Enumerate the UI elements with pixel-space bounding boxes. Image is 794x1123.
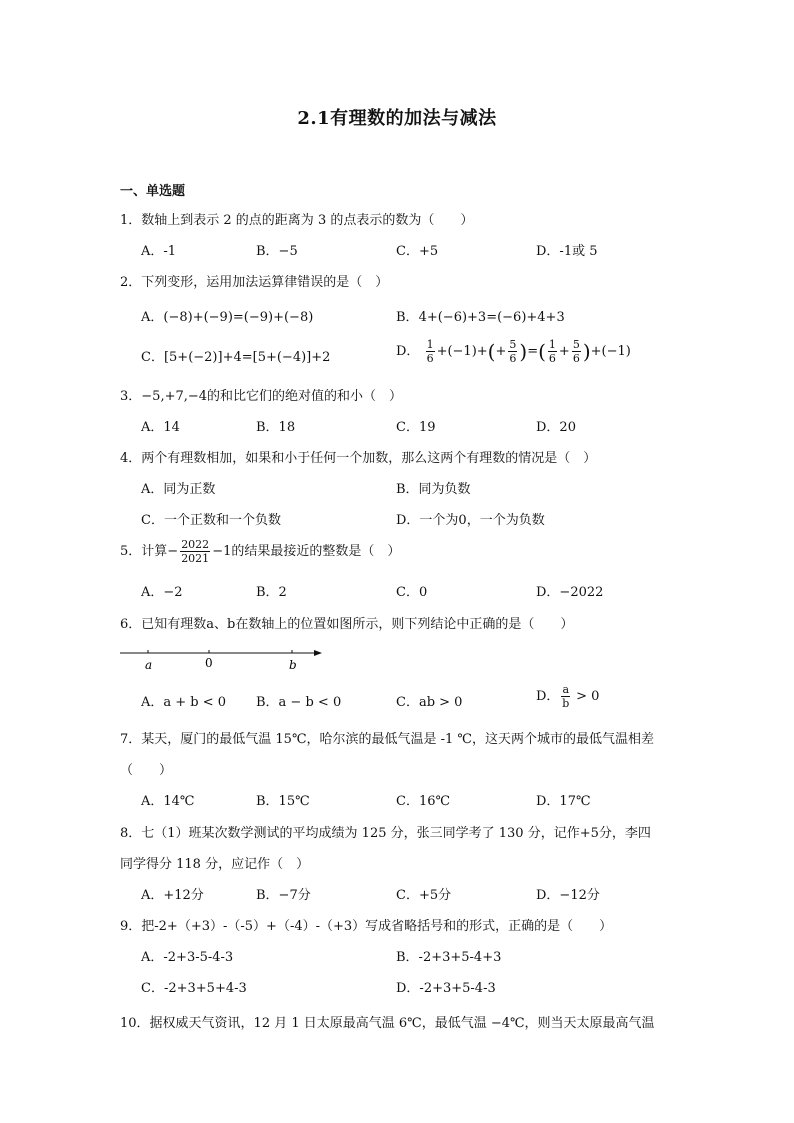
q9-option-a: A．-2+3-5-4-3 — [141, 950, 234, 965]
question-4-stem: 4．两个有理数相加，如果和小于任何一个加数，那么这两个有理数的情况是（ ） — [120, 451, 597, 466]
q9-option-b: B．-2+3+5-4+3 — [396, 950, 502, 965]
q1-option-b: B．−5 — [256, 244, 298, 259]
q8-option-d: D．−12分 — [536, 888, 600, 903]
q3-option-a: A．14 — [141, 420, 180, 435]
q6-option-a: A．a + b < 0 — [141, 695, 227, 710]
question-3-stem: 3．−5,+7,−4的和比它们的绝对值的和小（ ） — [120, 389, 403, 404]
q3-option-d: D．20 — [536, 420, 576, 435]
q5-option-a: A．−2 — [141, 585, 183, 600]
q7-option-b: B．15℃ — [256, 794, 310, 809]
q2-option-b: B．4+(−6)+3=(−6)+4+3 — [396, 310, 565, 325]
question-8-stem-line1: 8．七（1）班某次数学测试的平均成绩为 125 分，张三同学考了 130 分，记作+5分，李四 — [120, 826, 651, 841]
q7-option-d: D．17℃ — [536, 794, 591, 809]
q1-option-d: D．-1或 5 — [536, 244, 598, 259]
q2-option-d: D． $\frac{1}{6}$ +(−1)+(+ $\frac{5}{6}$ )=( $\frac{1}{6}$ + $\frac{5}{6}$ )+(−1) — [396, 338, 631, 365]
question-1-stem: 1．数轴上到表示 2 的点的距离为 3 的点表示的数为（ ） — [120, 213, 474, 228]
section-heading: 一、单选题 — [120, 184, 186, 199]
q2-option-a: A．(−8)+(−9)=(−9)+(−8) — [141, 310, 314, 325]
axis-label-0: 0 — [205, 656, 213, 670]
question-7-stem-line1: 7．某天，厦门的最低气温 15℃，哈尔滨的最低气温是 -1 ℃，这天两个城市的最低气温相差 — [120, 732, 654, 747]
question-9-stem: 9．把-2+（+3）-（-5）+（-4）-（+3）写成省略括号和的形式，正确的是（ ） — [120, 919, 613, 934]
question-2-stem: 2．下列变形，运用加法运算律错误的是（ ） — [120, 275, 389, 290]
q7-option-c: C．16℃ — [396, 794, 451, 809]
question-10-stem: 10．据权威天气资讯，12 月 1 日太原最高气温 6℃，最低气温 −4℃，则当天太原最高气温 — [120, 1016, 655, 1031]
q4-option-b: B．同为负数 — [396, 482, 471, 497]
q3-option-c: C．19 — [396, 420, 436, 435]
q7-option-a: A．14℃ — [141, 794, 195, 809]
number-line-figure — [118, 645, 328, 673]
q2-option-c: C．[5+(−2)]+4=[5+(−4)]+2 — [141, 350, 331, 365]
q1-option-c: C．+5 — [396, 244, 439, 259]
question-5-stem: 5．计算− $\frac{2022}{2021}$ −1的结果最接近的整数是（ ） — [120, 538, 401, 565]
q3-option-b: B．18 — [256, 420, 296, 435]
q9-option-d: D．-2+3+5-4-3 — [396, 981, 496, 996]
q8-option-b: B．−7分 — [256, 888, 311, 903]
q9-option-c: C．-2+3+5+4-3 — [141, 981, 247, 996]
axis-label-b: b — [289, 658, 297, 672]
q4-option-d: D．一个为0，一个为负数 — [396, 513, 545, 528]
page-title: 2.1有理数的加法与减法 — [297, 108, 497, 129]
q8-option-c: C．+5分 — [396, 888, 452, 903]
q1-option-a: A．-1 — [141, 244, 177, 259]
q5-option-b: B．2 — [256, 585, 287, 600]
question-8-stem-line2: 同学得分 118 分，应记作（ ） — [120, 857, 310, 872]
question-6-stem: 6．已知有理数a、b在数轴上的位置如图所示，则下列结论中正确的是（ ） — [120, 617, 574, 632]
q4-option-c: C．一个正数和一个负数 — [141, 513, 281, 528]
q4-option-a: A．同为正数 — [141, 482, 216, 497]
axis-label-a: a — [145, 658, 153, 672]
q6-option-c: C．ab > 0 — [396, 695, 463, 710]
q6-option-d: D． $\frac{a}{b}$ > 0 — [536, 683, 600, 710]
q5-option-c: C．0 — [396, 585, 428, 600]
q8-option-a: A．+12分 — [141, 888, 204, 903]
q6-option-b: B．a − b < 0 — [256, 695, 342, 710]
q5-option-d: D．−2022 — [536, 585, 604, 600]
question-7-stem-line2: （ ） — [120, 763, 173, 778]
